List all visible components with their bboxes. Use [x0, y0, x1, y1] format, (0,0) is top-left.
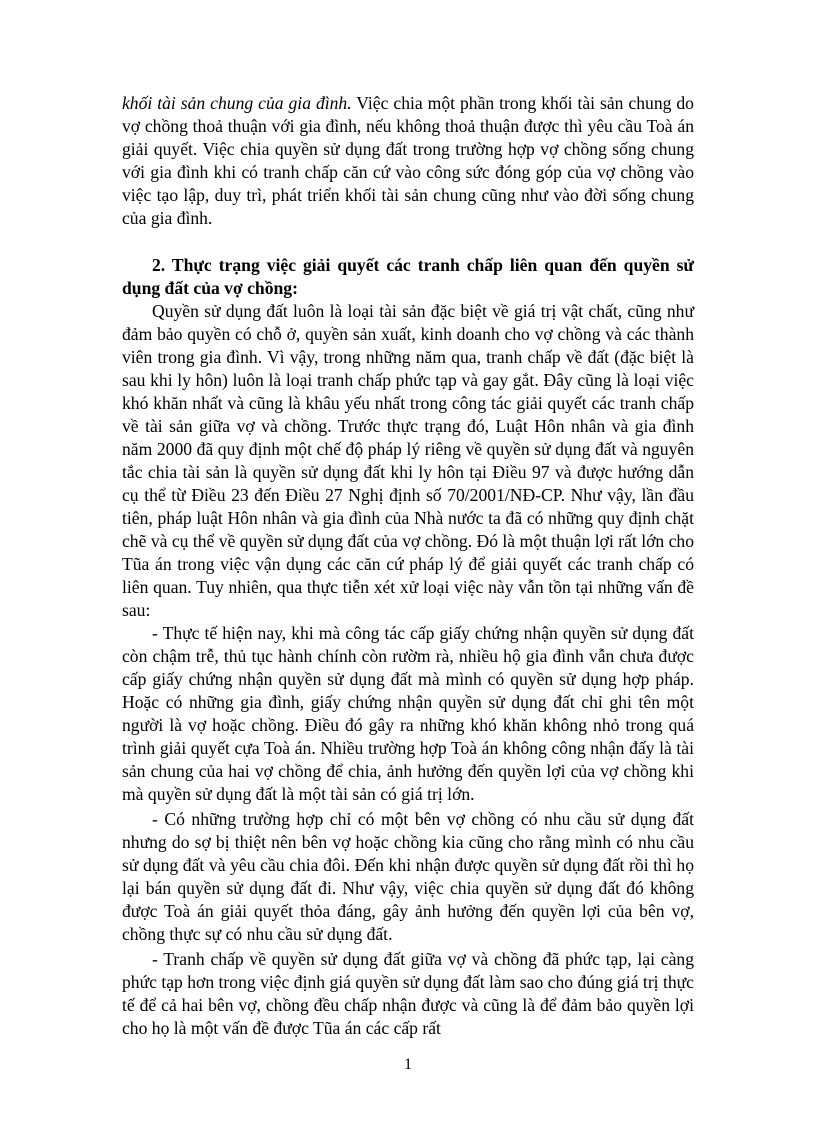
- document-page: [122, 92, 694, 1040]
- body-paragraph-1: Quyền sử dụng đất luôn là loại tài sản đặc biệt về giá trị vật chất, cũng như đảm bảo quyền có chỗ ở, quyền sản xuất, kinh doanh cho vợ chồng và các thành viên trong gia đình. Vì vậy, trong những năm qua, tranh chấp về đất (đặc biệt là sau khi ly hôn) luôn là loại tranh chấp phức tạp và gay gắt. Đây cũng là loại việc khó khăn nhất và cũng là khâu yếu nhất trong công tác giải quyết các tranh chấp về tài sản giữa vợ và chồng. Trước thực trạng đó, Luật Hôn nhân và gia đình năm 2000 đã quy định một chế độ pháp lý riêng về quyền sử dụng đất và nguyên tắc chia tài sản là quyền sử dụng đất khi ly hôn tại Điều 97 và được hướng dẫn cụ thể từ Điều 23 đến Điều 27 Nghị định số 70/2001/NĐ-CP. Như vậy, lần đầu tiên, pháp luật Hôn nhân và gia đình của Nhà nước ta đã có những quy định chặt chẽ và cụ thể về quyền sử dụng đất của vợ chồng. Đó là một thuận lợi rất lớn cho Tũa án trong việc vận dụng các căn cứ pháp lý để giải quyết các tranh chấp có liên quan. Tuy nhiên, qua thực tiễn xét xử loại việc này vẫn tồn tại những vấn đề sau:: [122, 301, 694, 620]
- body-paragraph-2: - Thực tế hiện nay, khi mà công tác cấp giấy chứng nhận quyền sử dụng đất còn chậm trễ, thủ tục hành chính còn rườm rà, nhiều hộ gia đình vẫn chưa được cấp giấy chứng nhận quyền sử dụng đất mà mình có quyền sử dụng hợp pháp. Hoặc có những gia đình, giấy chứng nhận quyền sử dụng đất chỉ ghi tên một người là vợ hoặc chồng. Điều đó gây ra những khó khăn không nhỏ trong quá trình giải quyết cựa Toà án. Nhiều trường hợp Toà án không công nhận đấy là tài sản chung của hai vợ chồng để chia, ảnh hưởng đến quyền lợi của vợ chồng khi mà quyền sử dụng đất là một tài sản có giá trị lớn.: [122, 623, 694, 804]
- page-number: 1: [404, 1056, 412, 1073]
- section-heading: 2. Thực trạng việc giải quyết các tranh chấp liên quan đến quyền sử dụng đất của vợ chồng:: [122, 255, 694, 298]
- intro-text: Việc chia một phần trong khối tài sản chung do vợ chồng thoả thuận với gia đình, nếu không thoả thuận được thì yêu cầu Toà án giải quyết. Việc chia quyền sử dụng đất trong trường hợp vợ chồng sống chung với gia đình khi có tranh chấp căn cứ vào công sức đóng góp của vợ chồng vào việc tạo lập, duy trì, phát triển khối tài sản chung cũng như vào đời sống chung của gia đình.: [122, 93, 694, 228]
- body-paragraph-4: - Tranh chấp về quyền sử dụng đất giữa vợ và chồng đã phức tạp, lại càng phức tạp hơn trong việc định giá quyền sử dụng đất làm sao cho đúng giá trị thực tế để cả hai bên vợ, chồng đều chấp nhận được và cũng là để đảm bảo quyền lợi cho họ là một vấn đề được Tũa án các cấp rất: [122, 949, 694, 1038]
- body-paragraph-3: - Có những trường hợp chỉ có một bên vợ chồng có nhu cầu sử dụng đất nhưng do sợ bị thiệt nên bên vợ hoặc chồng kia cũng cho rằng mình có nhu cầu sử dụng đất và yêu cầu chia đôi. Đến khi nhận được quyền sử dụng đất rồi thì họ lại bán quyền sử dụng đất đi. Như vậy, việc chia quyền sử dụng đất đó không được Toà án giải quyết thỏa đáng, gây ảnh hưởng đến quyền lợi của bên vợ, chồng thực sự có nhu cầu sử dụng đất.: [122, 809, 694, 944]
- intro-italic-lead: khối tài sản chung của gia đình.: [122, 93, 352, 113]
- intro-paragraph: [122, 92, 694, 230]
